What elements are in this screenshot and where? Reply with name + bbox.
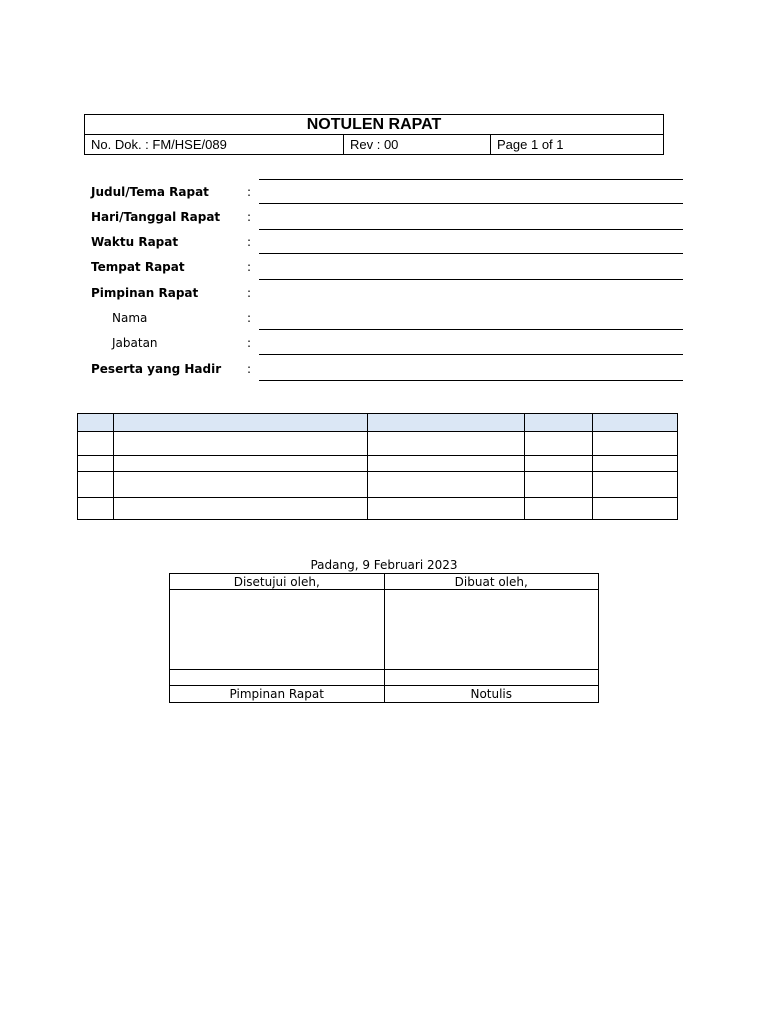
signature-table <box>169 573 599 703</box>
label-hari-tanggal: Hari/Tanggal Rapat <box>91 210 221 224</box>
colon: : <box>247 311 252 325</box>
table-row <box>78 432 678 456</box>
colon: : <box>247 336 252 350</box>
table-header-cell <box>593 414 678 432</box>
label-pimpinan: Pimpinan Rapat <box>91 286 199 300</box>
form-top-line <box>259 179 683 180</box>
table-cell[interactable] <box>78 472 114 498</box>
table-cell[interactable] <box>368 432 525 456</box>
signing-date: Padang, 9 Februari 2023 <box>310 558 458 572</box>
colon: : <box>247 235 252 249</box>
table-header-cell <box>114 414 368 432</box>
document-number: No. Dok. : FM/HSE/089 <box>85 135 344 155</box>
table-cell[interactable] <box>368 472 525 498</box>
maker-name-cell[interactable] <box>384 670 599 686</box>
table-cell[interactable] <box>114 498 368 520</box>
field-line-nama[interactable] <box>259 329 683 330</box>
table-cell[interactable] <box>114 432 368 456</box>
table-cell[interactable] <box>78 498 114 520</box>
table-cell[interactable] <box>368 498 525 520</box>
table-header-cell <box>525 414 593 432</box>
colon: : <box>247 210 252 224</box>
field-line-waktu[interactable] <box>259 253 683 254</box>
colon: : <box>247 286 252 300</box>
maker-role: Notulis <box>384 686 599 703</box>
document-title: NOTULEN RAPAT <box>85 115 663 135</box>
revision-number: Rev : 00 <box>344 135 491 155</box>
table-row <box>78 498 678 520</box>
field-line-judul-tema[interactable] <box>259 203 683 204</box>
approver-name-cell[interactable] <box>170 670 385 686</box>
document-header <box>84 114 664 155</box>
page-indicator: Page 1 of 1 <box>497 137 564 152</box>
maker-signature-area[interactable] <box>384 590 599 670</box>
colon: : <box>247 185 252 199</box>
signature-header-row <box>170 574 599 590</box>
table-cell[interactable] <box>593 498 678 520</box>
approver-role: Pimpinan Rapat <box>170 686 385 703</box>
label-peserta: Peserta yang Hadir <box>91 362 222 376</box>
field-line-hari-tanggal[interactable] <box>259 229 683 230</box>
made-by-label: Dibuat oleh, <box>384 574 599 590</box>
agenda-table <box>77 413 678 520</box>
colon: : <box>247 362 252 376</box>
approver-signature-area[interactable] <box>170 590 385 670</box>
table-header-row <box>78 414 678 432</box>
table-cell[interactable] <box>368 456 525 472</box>
table-cell[interactable] <box>78 456 114 472</box>
signature-role-row <box>170 686 599 703</box>
approved-by-label: Disetujui oleh, <box>170 574 385 590</box>
table-header-cell <box>368 414 525 432</box>
table-cell[interactable] <box>525 472 593 498</box>
signature-space-row <box>170 590 599 670</box>
signature-name-row <box>170 670 599 686</box>
table-cell[interactable] <box>593 432 678 456</box>
label-judul-tema: Judul/Tema Rapat <box>91 185 209 199</box>
colon: : <box>247 260 252 274</box>
label-tempat: Tempat Rapat <box>91 260 185 274</box>
field-line-tempat[interactable] <box>259 279 683 280</box>
table-row <box>78 472 678 498</box>
table-cell[interactable] <box>114 456 368 472</box>
table-cell[interactable] <box>525 456 593 472</box>
table-row <box>78 456 678 472</box>
table-header-cell <box>78 414 114 432</box>
label-nama: Nama <box>112 311 148 325</box>
table-cell[interactable] <box>525 498 593 520</box>
table-cell[interactable] <box>593 456 678 472</box>
table-cell[interactable] <box>593 472 678 498</box>
field-line-peserta[interactable] <box>259 380 683 381</box>
label-jabatan: Jabatan <box>112 336 158 350</box>
table-cell[interactable] <box>525 432 593 456</box>
table-cell[interactable] <box>114 472 368 498</box>
label-waktu: Waktu Rapat <box>91 235 179 249</box>
field-line-jabatan[interactable] <box>259 354 683 355</box>
table-cell[interactable] <box>78 432 114 456</box>
